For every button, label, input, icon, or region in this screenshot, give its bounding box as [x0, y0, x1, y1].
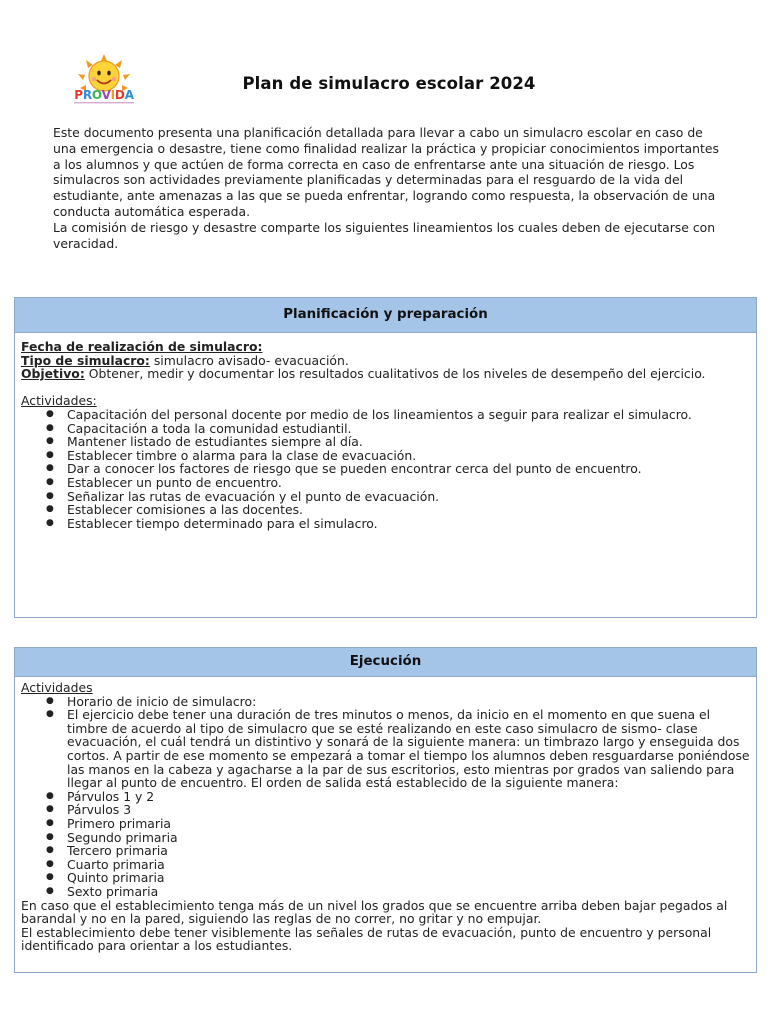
execution-section: [14, 647, 757, 973]
execution-activities-label: Actividades: [21, 680, 93, 695]
list-item: ● Segundo primaria: [21, 831, 750, 845]
intro-section: [53, 125, 723, 251]
list-item: ● Sexto primaria: [21, 885, 750, 899]
list-item: ● Capacitación del personal docente por medio de los lineamientos a seguir para realizar el simulacro.: [21, 408, 750, 422]
logo-letter-a: A: [124, 88, 134, 102]
planning-section: [14, 297, 757, 618]
execution-closing-1: En caso que el establecimiento tenga más de un nivel los grados que se encuentre arriba deben bajar pegados al barandal y no en la pared, siguiendo las reglas de no correr, no gritar y no empujar.: [21, 897, 728, 927]
logo-tagline-mark: [74, 102, 134, 103]
list-item: ● Establecer comisiones a las docentes.: [21, 503, 750, 517]
list-item: ● Dar a conocer los factores de riesgo que se pueden encontrar cerca del punto de encuentro.: [21, 462, 750, 476]
list-item: ● Establecer un punto de encuentro.: [21, 476, 750, 490]
execution-closing-2: El establecimiento debe tener visiblemente las señales de rutas de evacuación, punto de encuentro y personal identificado para orientar a los estudiantes.: [21, 924, 712, 954]
tipo-label: Tipo de simulacro:: [21, 352, 150, 368]
logo-letter-p: P: [74, 88, 83, 102]
logo-letter-d: D: [114, 88, 125, 102]
list-item: ● Párvulos 1 y 2: [21, 790, 750, 804]
execution-activities-list: [21, 695, 750, 899]
list-item: ● Tercero primaria: [21, 844, 750, 858]
list-item: ● Establecer tiempo determinado para el simulacro.: [21, 517, 750, 531]
list-item: ● El ejercicio debe tener una duración de tres minutos o menos, da inicio en el momento en que suena el timbre de acuerdo al tipo de simulacro que se esté realizando en este caso simulacro de sismo- clase evacuación, el cuál tendrá un distintivo y sonará de la siguiente manera: un timbrazo largo y enseguida dos cortos. A partir de ese momento se empezará a tomar el tiempo los alumnos deben resguardarse poniéndose las manos en la cabeza y agacharse a la par de sus escritorios, esto mientras por grados van saliendo para llegar al punto de encuentro. El orden de salida está establecido de la siguiente manera:: [21, 708, 750, 790]
logo-letter-i: I: [110, 88, 115, 102]
list-item: ● Establecer timbre o alarma para la clase de evacuación.: [21, 449, 750, 463]
planning-body: [15, 333, 756, 530]
list-item: ● Mantener listado de estudiantes siempre al día.: [21, 435, 750, 449]
list-item: ● Primero primaria: [21, 817, 750, 831]
intro-paragraph-1: Este documento presenta una planificación detallada para llevar a cabo un simulacro escolar en caso de una emergencia o desastre, tiene como finalidad realizar la práctica y propiciar conocimientos importantes a los alumnos y que actúen de forma correcta en caso de enfrentarse ante una situación de riesgo. Los simulacros son actividades previamente planificadas y determinadas para el resguardo de la vida del estudiante, ante amenazas a las que se pueda enfrentar, logrando como respuesta, la observación de una conducta automática esperada.: [53, 125, 719, 219]
planning-activities-list: [21, 408, 750, 530]
execution-body: [15, 677, 756, 953]
objetivo-line: [21, 367, 750, 381]
execution-heading: Ejecución: [15, 648, 756, 677]
list-item: ● Cuarto primaria: [21, 858, 750, 872]
logo-letter-r: R: [82, 88, 92, 102]
list-item: ● Quinto primaria: [21, 871, 750, 885]
list-item: ● Capacitación a toda la comunidad estudiantil.: [21, 422, 750, 436]
fecha-label: Fecha de realización de simulacro:: [21, 339, 263, 354]
objetivo-label: Objetivo:: [21, 366, 85, 382]
fecha-line: [21, 340, 750, 354]
list-item: ● Señalizar las rutas de evacuación y el punto de evacuación.: [21, 490, 750, 504]
document-title: Plan de simulacro escolar 2024: [242, 74, 536, 93]
logo-letter-v: V: [101, 88, 111, 102]
planning-heading: Planificación y preparación: [15, 298, 756, 333]
planning-activities-label: Actividades:: [21, 393, 97, 409]
logo-letter-o: O: [91, 88, 102, 102]
list-item: ● Párvulos 3: [21, 803, 750, 817]
objetivo-value: Obtener, medir y documentar los resultados cualitativos de los niveles de desempeño del ejercicio.: [84, 366, 706, 382]
intro-paragraph-2: La comisión de riesgo y desastre comparte los siguientes lineamientos los cuales deben de ejecutarse con veracidad.: [53, 219, 716, 251]
list-item: ● Horario de inicio de simulacro:: [21, 695, 750, 709]
tipo-value: simulacro avisado- evacuación.: [149, 352, 349, 368]
tipo-line: [21, 354, 750, 368]
